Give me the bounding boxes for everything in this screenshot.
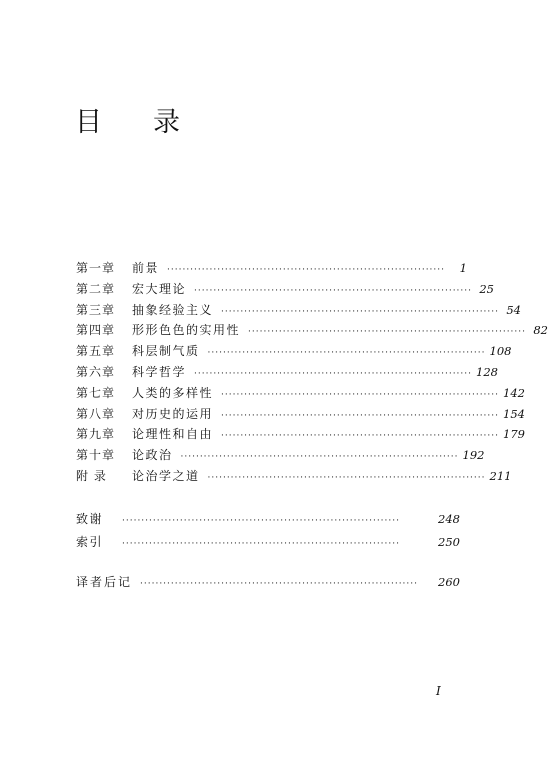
page-number: 260 xyxy=(438,575,460,589)
page-number: 192 xyxy=(462,448,485,463)
chapter-title: 宏大理论 xyxy=(132,281,187,296)
page-number: 179 xyxy=(503,427,525,442)
section-title: 译者后记 xyxy=(76,575,133,589)
leader-dots: ········································································ xyxy=(207,472,486,483)
chapter-number: 第五章 xyxy=(76,344,116,359)
chapter-list xyxy=(76,258,548,487)
toc-row-ch4[interactable] xyxy=(76,320,548,341)
toc-row-ch5[interactable] xyxy=(76,341,512,362)
chapter-title: 前景 xyxy=(132,261,160,275)
toc-row-appendix[interactable] xyxy=(76,466,512,487)
toc-row-ch1[interactable] xyxy=(76,258,467,279)
page-number: 211 xyxy=(489,468,512,483)
chapter-number: 第七章 xyxy=(76,385,116,400)
leader-dots: ········································································ xyxy=(221,306,499,317)
chapter-number: 第二章 xyxy=(76,281,116,296)
page-number: 82 xyxy=(533,323,548,338)
leader-dots: ········································································ xyxy=(194,368,472,379)
leader-dots: ········································································ xyxy=(248,327,526,338)
leader-dots: ········································································ xyxy=(122,539,400,549)
section-title: 索引 xyxy=(76,535,104,549)
leader-dots: ········································································ xyxy=(180,452,459,463)
toc-row-ch10[interactable] xyxy=(76,445,485,466)
leader-dots: ········································································ xyxy=(194,285,472,296)
chapter-number: 第八章 xyxy=(76,406,116,421)
title-char-2: 录 xyxy=(153,107,180,138)
page-number: 54 xyxy=(506,302,521,317)
leader-dots: ········································································ xyxy=(140,579,418,589)
page-number: 25 xyxy=(479,281,494,296)
chapter-number: 第六章 xyxy=(76,364,116,379)
chapter-number: 附 录 xyxy=(76,468,107,483)
page-number: 250 xyxy=(438,535,460,549)
toc-row-ch7[interactable] xyxy=(76,383,525,404)
leader-dots: ········································································ xyxy=(167,265,445,275)
toc-row-ch6[interactable] xyxy=(76,362,498,383)
leader-dots: ········································································ xyxy=(221,410,499,421)
chapter-title: 对历史的运用 xyxy=(132,406,214,421)
leader-dots: ········································································ xyxy=(221,431,499,442)
chapter-title: 形形色色的实用性 xyxy=(132,323,241,338)
toc-row-ch3[interactable] xyxy=(76,300,521,321)
page-number: 108 xyxy=(489,344,512,359)
chapter-number: 第十章 xyxy=(76,448,116,463)
page-number: 248 xyxy=(438,512,460,526)
section-title: 致谢 xyxy=(76,512,104,526)
toc-row-ch9[interactable] xyxy=(76,424,525,445)
folio-page-number: I xyxy=(436,684,441,698)
chapter-number: 第四章 xyxy=(76,323,116,338)
page-title xyxy=(75,100,180,139)
toc-row-ch8[interactable] xyxy=(76,404,525,425)
chapter-title: 论治学之道 xyxy=(132,468,200,483)
page-number: 128 xyxy=(476,364,498,379)
page-number: 154 xyxy=(503,406,525,421)
title-char-1: 目 xyxy=(75,107,102,138)
page-number: 142 xyxy=(503,385,525,400)
chapter-number: 第三章 xyxy=(76,302,116,317)
toc-row-index[interactable] xyxy=(76,531,460,554)
toc-row-translator-postscript[interactable] xyxy=(76,572,460,593)
back-matter-list xyxy=(76,508,460,554)
toc-row-ch2[interactable] xyxy=(76,279,494,300)
chapter-number: 第一章 xyxy=(76,261,116,275)
leader-dots: ········································································ xyxy=(207,348,486,359)
chapter-title: 论理性和自由 xyxy=(132,427,214,442)
leader-dots: ········································································ xyxy=(122,516,400,526)
chapter-title: 科学哲学 xyxy=(132,364,187,379)
page-number: 1 xyxy=(459,261,467,275)
toc-row-acknowledgements[interactable] xyxy=(76,508,460,531)
chapter-number: 第九章 xyxy=(76,427,116,442)
chapter-title: 人类的多样性 xyxy=(132,385,214,400)
postscript-list xyxy=(76,572,460,593)
chapter-title: 科层制气质 xyxy=(132,344,200,359)
chapter-title: 论政治 xyxy=(132,448,173,463)
chapter-title: 抽象经验主义 xyxy=(132,302,214,317)
leader-dots: ········································································ xyxy=(221,389,499,400)
